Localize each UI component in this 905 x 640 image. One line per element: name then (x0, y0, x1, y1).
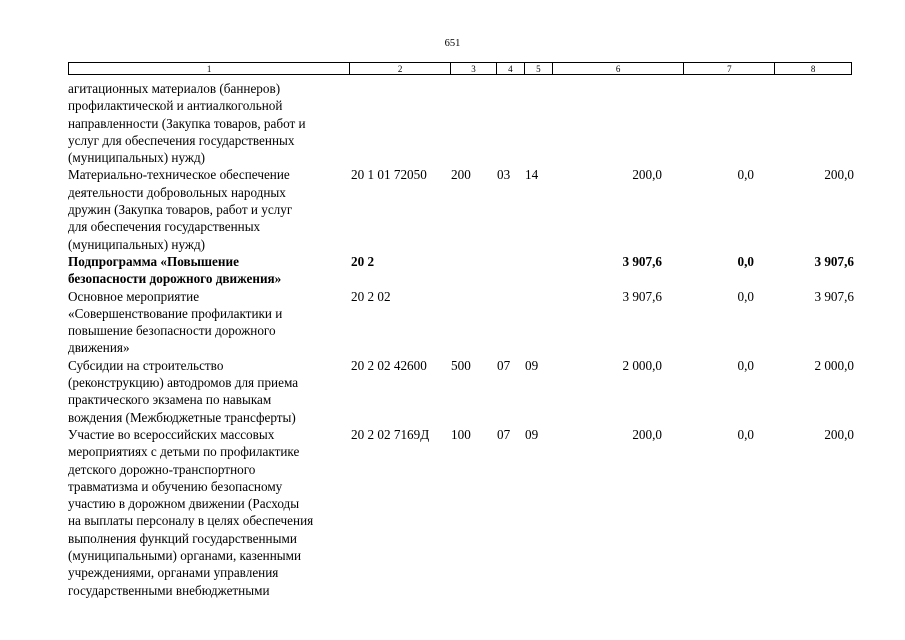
column-header-5: 5 (525, 63, 553, 74)
cell-subsection (525, 80, 579, 166)
table-row (68, 426, 858, 599)
cell-value-6: 3 907,6 (622, 253, 662, 269)
page-number: 651 (444, 38, 461, 49)
cell-name-line: дружин (Закупка товаров, работ и услуг (68, 202, 293, 218)
cell-section: 07 (497, 357, 511, 373)
cell-name-line: (муниципальными) органами, казенными (68, 548, 302, 564)
cell-expense-type: 200 (451, 167, 471, 183)
cell-subsection: 09 (525, 357, 539, 373)
cell-name (68, 80, 351, 166)
cell-value-7 (662, 80, 754, 166)
cell-section (497, 288, 525, 357)
cell-value-8: 200,0 (824, 426, 854, 442)
cell-value-7: 0,0 (737, 426, 754, 442)
cell-name-line: (муниципальных) нужд) (68, 150, 206, 166)
cell-name-line: движения» (68, 340, 130, 356)
cell-name-line: (реконструкцию) автодромов для приема (68, 375, 299, 391)
cell-code: 20 2 02 42600 (351, 357, 427, 373)
cell-name-line: направленности (Закупка товаров, работ и (68, 115, 306, 131)
cell-name-line: детского дорожно-транспортного (68, 461, 256, 477)
cell-subsection (525, 253, 579, 288)
cell-section: 03 (497, 167, 511, 183)
cell-name-line: (муниципальных) нужд) (68, 236, 206, 252)
cell-name-line: Субсидии на строительство (68, 357, 224, 373)
cell-expense-type: 100 (451, 426, 471, 442)
cell-name-line: услуг для обеспечения государственных (68, 132, 295, 148)
cell-section (497, 80, 525, 166)
cell-name-line: травматизма и обучению безопасному (68, 478, 283, 494)
table-row (68, 80, 858, 166)
cell-name-line: государственными внебюджетными (68, 582, 270, 598)
cell-value-8: 3 907,6 (814, 253, 854, 269)
cell-name-line: вождения (Межбюджетные трансферты) (68, 409, 296, 425)
cell-value-8: 2 000,0 (814, 357, 854, 373)
cell-expense-type: 500 (451, 357, 471, 373)
cell-name (68, 357, 351, 426)
column-header-6: 6 (553, 63, 685, 74)
cell-name-line: повышение безопасности дорожного (68, 323, 276, 339)
cell-name-line: профилактической и антиалкогольной (68, 98, 283, 114)
cell-name-line: для обеспечения государственных (68, 219, 261, 235)
cell-subsection: 09 (525, 426, 539, 442)
cell-name-line: агитационных материалов (баннеров) (68, 81, 281, 96)
cell-name-line: Участие во всероссийских массовых (68, 426, 275, 442)
cell-name-line: на выплаты персоналу в целях обеспечения (68, 513, 314, 529)
cell-value-8: 3 907,6 (814, 288, 854, 304)
cell-value-6 (579, 80, 662, 166)
cell-name-line: учреждениями, органами управления (68, 565, 279, 581)
cell-name-line: «Совершенствование профилактики и (68, 305, 283, 321)
column-header-2: 2 (350, 63, 451, 74)
column-header-4: 4 (497, 63, 525, 74)
table-row (68, 357, 858, 426)
cell-expense-type (451, 80, 497, 166)
table-row (68, 253, 858, 288)
cell-code: 20 2 02 (351, 288, 391, 304)
cell-section (497, 253, 525, 288)
cell-name (68, 166, 351, 252)
cell-code: 20 2 02 7169Д (351, 426, 430, 442)
cell-expense-type (451, 288, 497, 357)
cell-name-line: Подпрограмма «Повышение (68, 253, 239, 269)
column-header-8: 8 (810, 64, 816, 74)
cell-name (68, 426, 351, 599)
cell-name-line: безопасности дорожного движения» (68, 271, 282, 287)
cell-name (68, 253, 351, 288)
cell-value-7: 0,0 (737, 253, 754, 269)
cell-value-7: 0,0 (737, 288, 754, 304)
cell-value-8 (754, 80, 854, 166)
column-header-7: 7 (684, 63, 775, 74)
cell-name (68, 288, 351, 357)
cell-name-line: деятельности добровольных народных (68, 184, 286, 200)
cell-expense-type (451, 253, 497, 288)
cell-name-line: мероприятиях с детьми по профилактике (68, 444, 300, 460)
table-header-row (68, 62, 852, 75)
cell-subsection (525, 288, 579, 357)
column-header-3: 3 (451, 63, 497, 74)
cell-value-7: 0,0 (737, 357, 754, 373)
table-body (68, 80, 858, 599)
cell-name-line: участию в дорожном движении (Расходы (68, 496, 300, 512)
cell-name-line: Основное мероприятие (68, 288, 200, 304)
cell-subsection: 14 (525, 167, 539, 183)
cell-value-6: 200,0 (632, 167, 662, 183)
cell-value-7: 0,0 (737, 167, 754, 183)
cell-value-6: 200,0 (632, 426, 662, 442)
cell-name-line: практического экзамена по навыкам (68, 392, 272, 408)
cell-section: 07 (497, 426, 511, 442)
cell-name-line: Материально-техническое обеспечение (68, 167, 290, 183)
table-row (68, 166, 858, 252)
cell-code (351, 80, 451, 166)
cell-name-line: выполнения функций государственными (68, 530, 297, 546)
cell-value-8: 200,0 (824, 167, 854, 183)
table-row (68, 288, 858, 357)
column-header-1: 1 (69, 63, 350, 74)
cell-value-6: 2 000,0 (622, 357, 662, 373)
cell-code: 20 2 (351, 253, 375, 269)
cell-value-6: 3 907,6 (622, 288, 662, 304)
cell-code: 20 1 01 72050 (351, 167, 427, 183)
